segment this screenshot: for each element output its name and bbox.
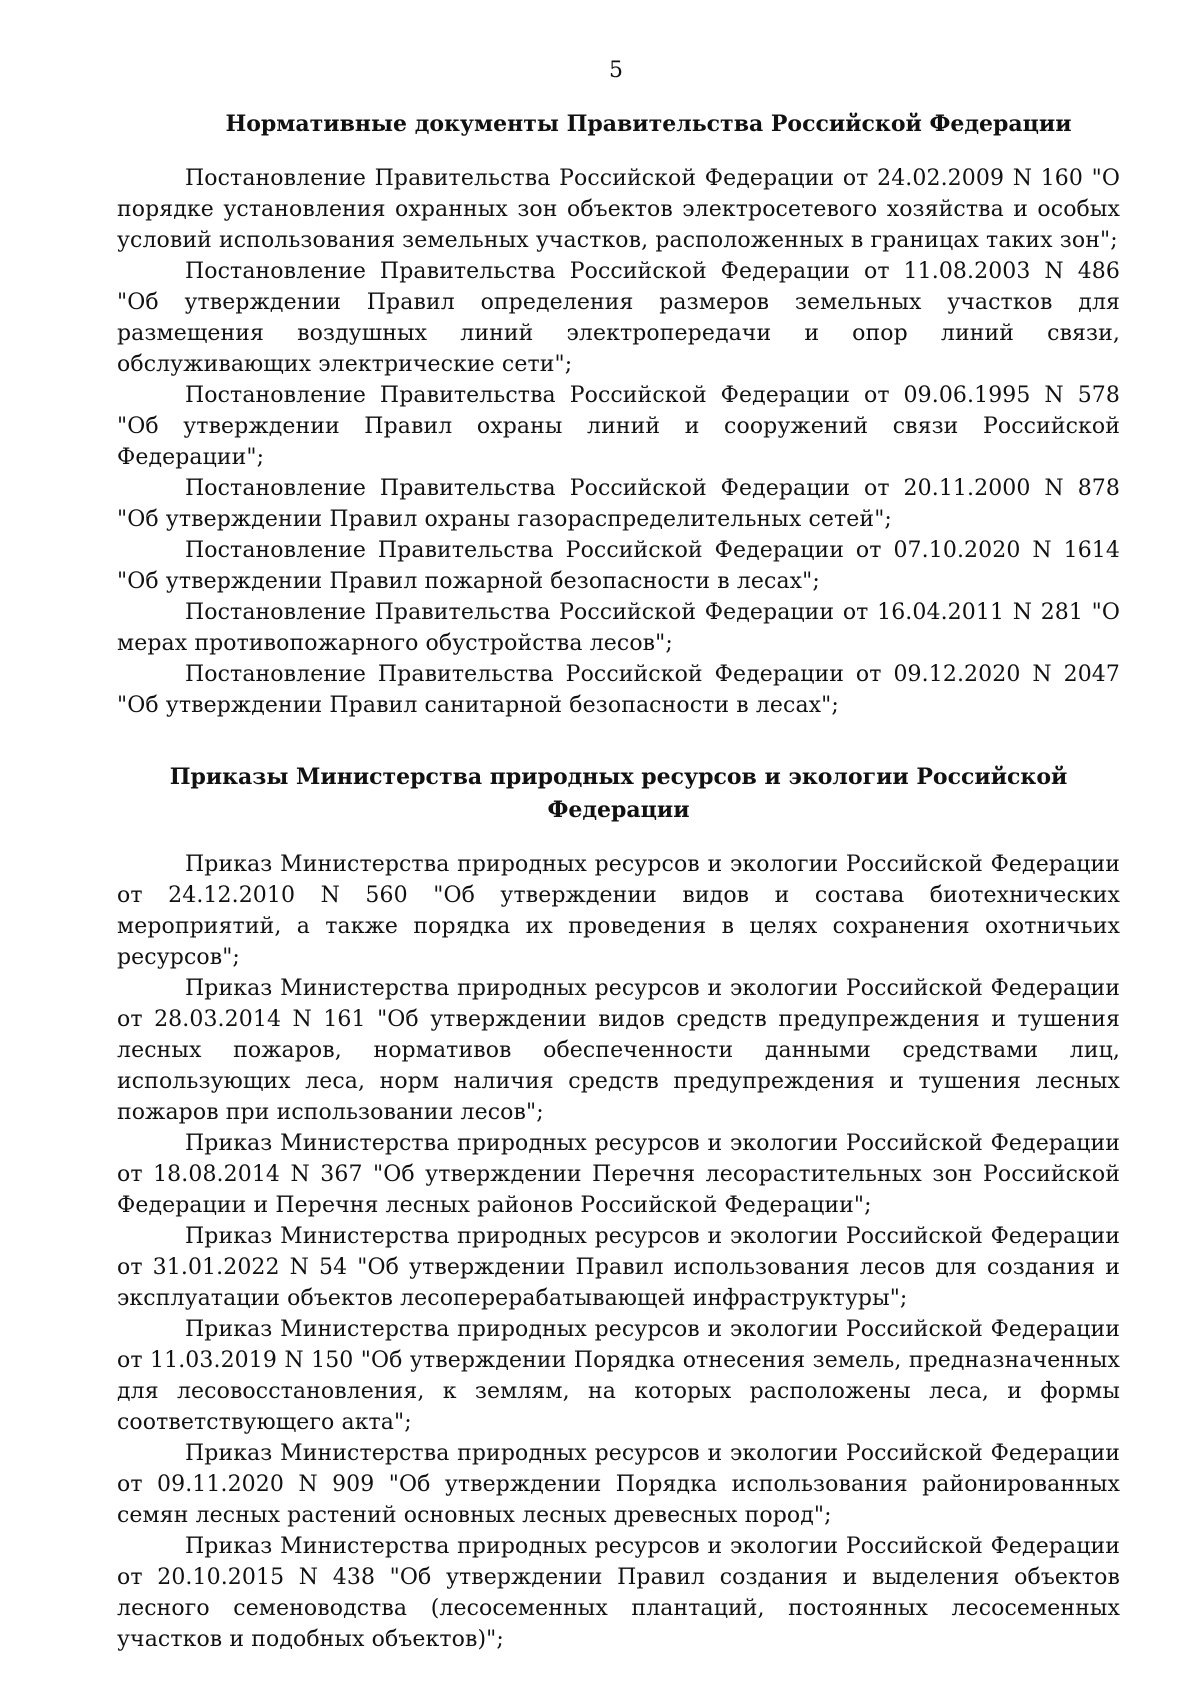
list-item: Постановление Правительства Российской Федерации от 07.10.2020 N 1614 "Об утверждении Правил пожарной безопасности в лесах"; [117, 538, 1120, 594]
section-title-ministry [117, 761, 1120, 827]
list-item: Приказ Министерства природных ресурсов и экологии Российской Федерации от 20.10.2015 N 438 "Об утверждении Правил создания и выделения объектов лесного семеноводства (лесосеменных плантаций, постоянных лесосеменных участков и подобных объектов)"; [117, 1534, 1120, 1652]
section-title-ministry-line2: Федерации [547, 797, 690, 823]
list-item: Постановление Правительства Российской Федерации от 20.11.2000 N 878 "Об утверждении Правил охраны газораспределительных сетей"; [117, 476, 1120, 532]
list-item: Постановление Правительства Российской Федерации от 24.02.2009 N 160 "О порядке установления охранных зон объектов электросетевого хозяйства и особых условий использования земельных участков, расположенных в границах таких зон"; [117, 166, 1120, 253]
list-item: Приказ Министерства природных ресурсов и экологии Российской Федерации от 11.03.2019 N 150 "Об утверждении Порядка отнесения земель, предназначенных для лесовосстановления, к землям, на которых расположены леса, и формы соответствующего акта"; [117, 1317, 1120, 1435]
government-documents-list [117, 163, 1120, 721]
section-title-government: Нормативные документы Правительства Российской Федерации [225, 111, 1072, 137]
page-number: 5 [609, 58, 623, 83]
page-content [117, 108, 1120, 1655]
list-item: Приказ Министерства природных ресурсов и экологии Российской Федерации от 09.11.2020 N 909 "Об утверждении Порядка использования районированных семян лесных растений основных лесных древесных пород"; [117, 1441, 1120, 1528]
list-item: Постановление Правительства Российской Федерации от 16.04.2011 N 281 "О мерах противопожарного обустройства лесов"; [117, 600, 1120, 656]
section-title-ministry-line1: Приказы Министерства природных ресурсов и экологии Российской [169, 764, 1068, 790]
list-item: Приказ Министерства природных ресурсов и экологии Российской Федерации от 31.01.2022 N 54 "Об утверждении Правил использования лесов для создания и эксплуатации объектов лесоперерабатывающей инфраструктуры"; [117, 1224, 1120, 1311]
list-item: Приказ Министерства природных ресурсов и экологии Российской Федерации от 18.08.2014 N 367 "Об утверждении Перечня лесорастительных зон Российской Федерации и Перечня лесных районов Российской Федерации"; [117, 1131, 1120, 1218]
list-item: Приказ Министерства природных ресурсов и экологии Российской Федерации от 24.12.2010 N 560 "Об утверждении видов и состава биотехнических мероприятий, а также порядка их проведения в целях сохранения охотничьих ресурсов"; [117, 852, 1120, 970]
ministry-orders-list [117, 849, 1120, 1655]
list-item: Постановление Правительства Российской Федерации от 09.06.1995 N 578 "Об утверждении Правил охраны линий и сооружений связи Российской Федерации"; [117, 383, 1120, 470]
list-item: Постановление Правительства Российской Федерации от 09.12.2020 N 2047 "Об утверждении Правил санитарной безопасности в лесах"; [117, 662, 1120, 718]
list-item: Постановление Правительства Российской Федерации от 11.08.2003 N 486 "Об утверждении Правил определения размеров земельных участков для размещения воздушных линий электропередачи и опор линий связи, обслуживающих электрические сети"; [117, 259, 1120, 377]
list-item: Приказ Министерства природных ресурсов и экологии Российской Федерации от 28.03.2014 N 161 "Об утверждении видов средств предупреждения и тушения лесных пожаров, нормативов обеспеченности данными средствами лиц, использующих леса, норм наличия средств предупреждения и тушения лесных пожаров при использовании лесов"; [117, 976, 1120, 1125]
